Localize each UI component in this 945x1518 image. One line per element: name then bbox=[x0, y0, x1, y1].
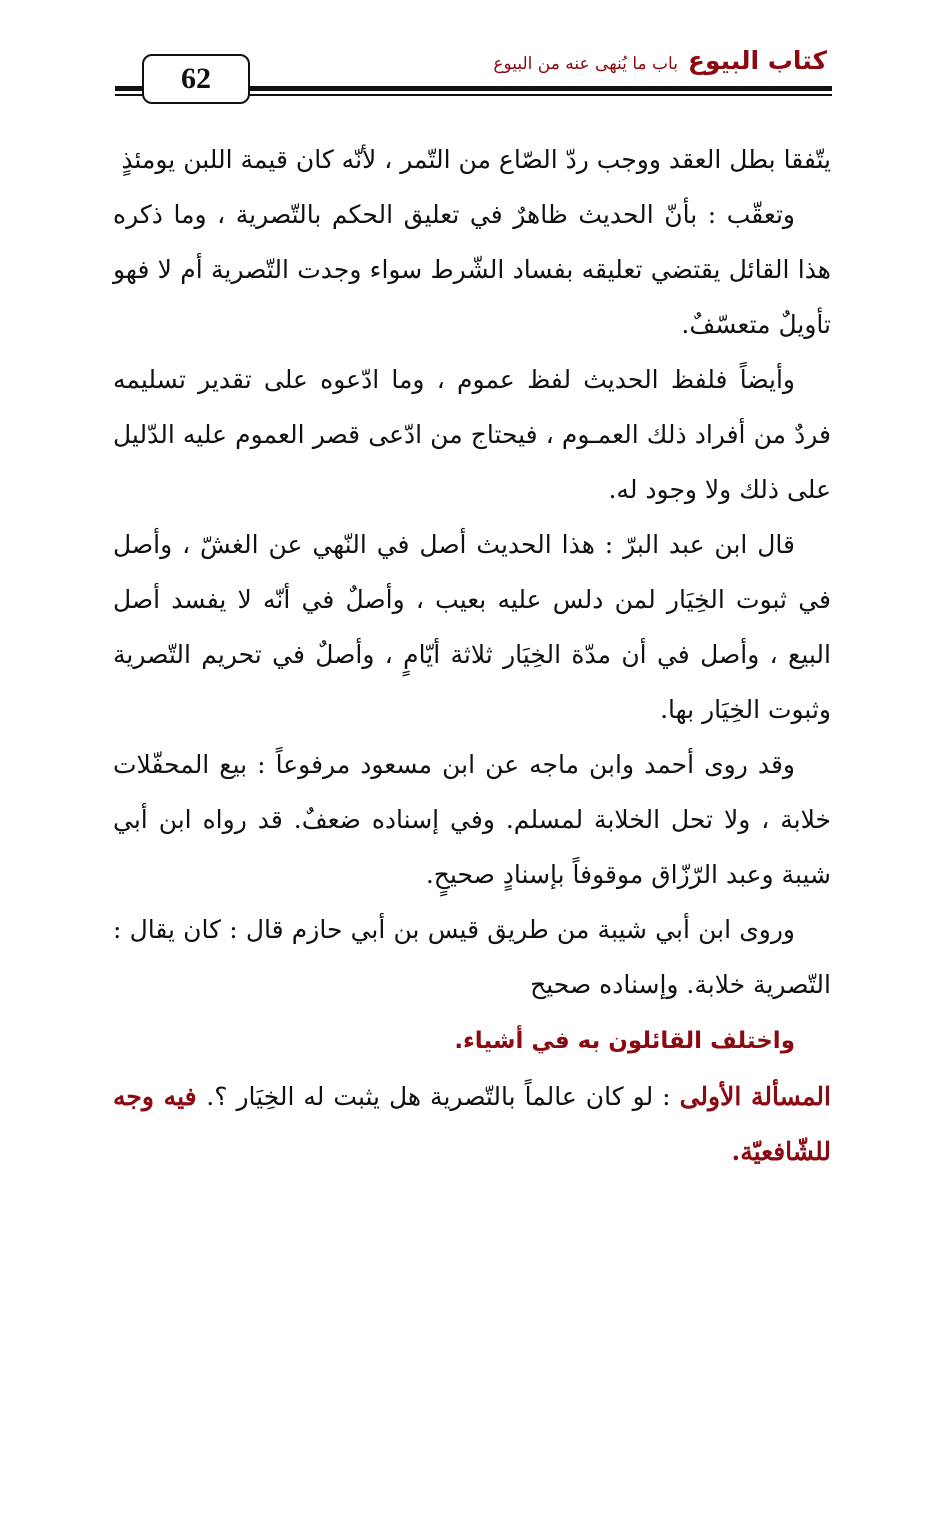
page-number: 62 bbox=[142, 54, 250, 104]
chapter-title: باب ما يُنهى عنه من البيوع bbox=[493, 54, 678, 74]
paragraph-5: وقد روى أحمد وابن ماجه عن ابن مسعود مرفوعاً : بيع المحفّلات خلابة ، ولا تحل الخلابة لمسلم. وفي إسناده ضعفٌ. قد رواه ابن أبي شيبة وعبد الرّزّاق موقوفاً بإسنادٍ صحيحٍ. bbox=[113, 750, 831, 889]
section-heading-paragraph bbox=[113, 1012, 831, 1069]
running-head bbox=[493, 46, 827, 75]
book-title: كتاب البيوع bbox=[687, 46, 827, 75]
issue-label: المسألة الأولى bbox=[679, 1082, 831, 1111]
paragraph-2: وتعقّب : بأنّ الحديث ظاهرٌ في تعليق الحكم بالتّصرية ، وما ذكره هذا القائل يقتضي تعليقه بفساد الشّرط سواء وجدت التّصرية أم لا فهو تأويلٌ متعسّفٌ. bbox=[113, 200, 831, 339]
page-body bbox=[113, 132, 831, 1179]
paragraph-3: وأيضاً فلفظ الحديث لفظ عموم ، وما ادّعوه على تقدير تسليمه فردٌ من أفراد ذلك العمـوم ، فيحتاج من ادّعى قصر العموم عليه الدّليل على ذلك ولا وجود له. bbox=[113, 365, 831, 504]
issue-note: فيه وجه للشّافعيّة. bbox=[113, 1082, 831, 1166]
issue-text: : لو كان عالماً بالتّصرية هل يثبت له الخِيَار ؟. bbox=[206, 1082, 680, 1111]
paragraph-4: قال ابن عبد البرّ : هذا الحديث أصل في النّهي عن الغشّ ، وأصل في ثبوت الخِيَار لمن دلس عليه بعيب ، وأصلٌ في أنّه لا يفسد أصل البيع ، وأصل في أن مدّة الخِيَار ثلاثة أيّامٍ ، وأصلٌ في تحريم التّصرية وثبوت الخِيَار بها. bbox=[113, 530, 831, 724]
paragraph-1: يتّفقا بطل العقد ووجب ردّ الصّاع من التّمر ، لأنّه كان قيمة اللبن يومئذٍ bbox=[121, 145, 831, 174]
section-heading: واختلف القائلون به في أشياء. bbox=[454, 1028, 795, 1054]
paragraph-6: وروى ابن أبي شيبة من طريق قيس بن أبي حازم قال : كان يقال : التّصرية خلابة. وإسناده صحيح bbox=[113, 915, 831, 999]
issue-paragraph bbox=[113, 1069, 831, 1179]
page-header bbox=[0, 0, 945, 110]
